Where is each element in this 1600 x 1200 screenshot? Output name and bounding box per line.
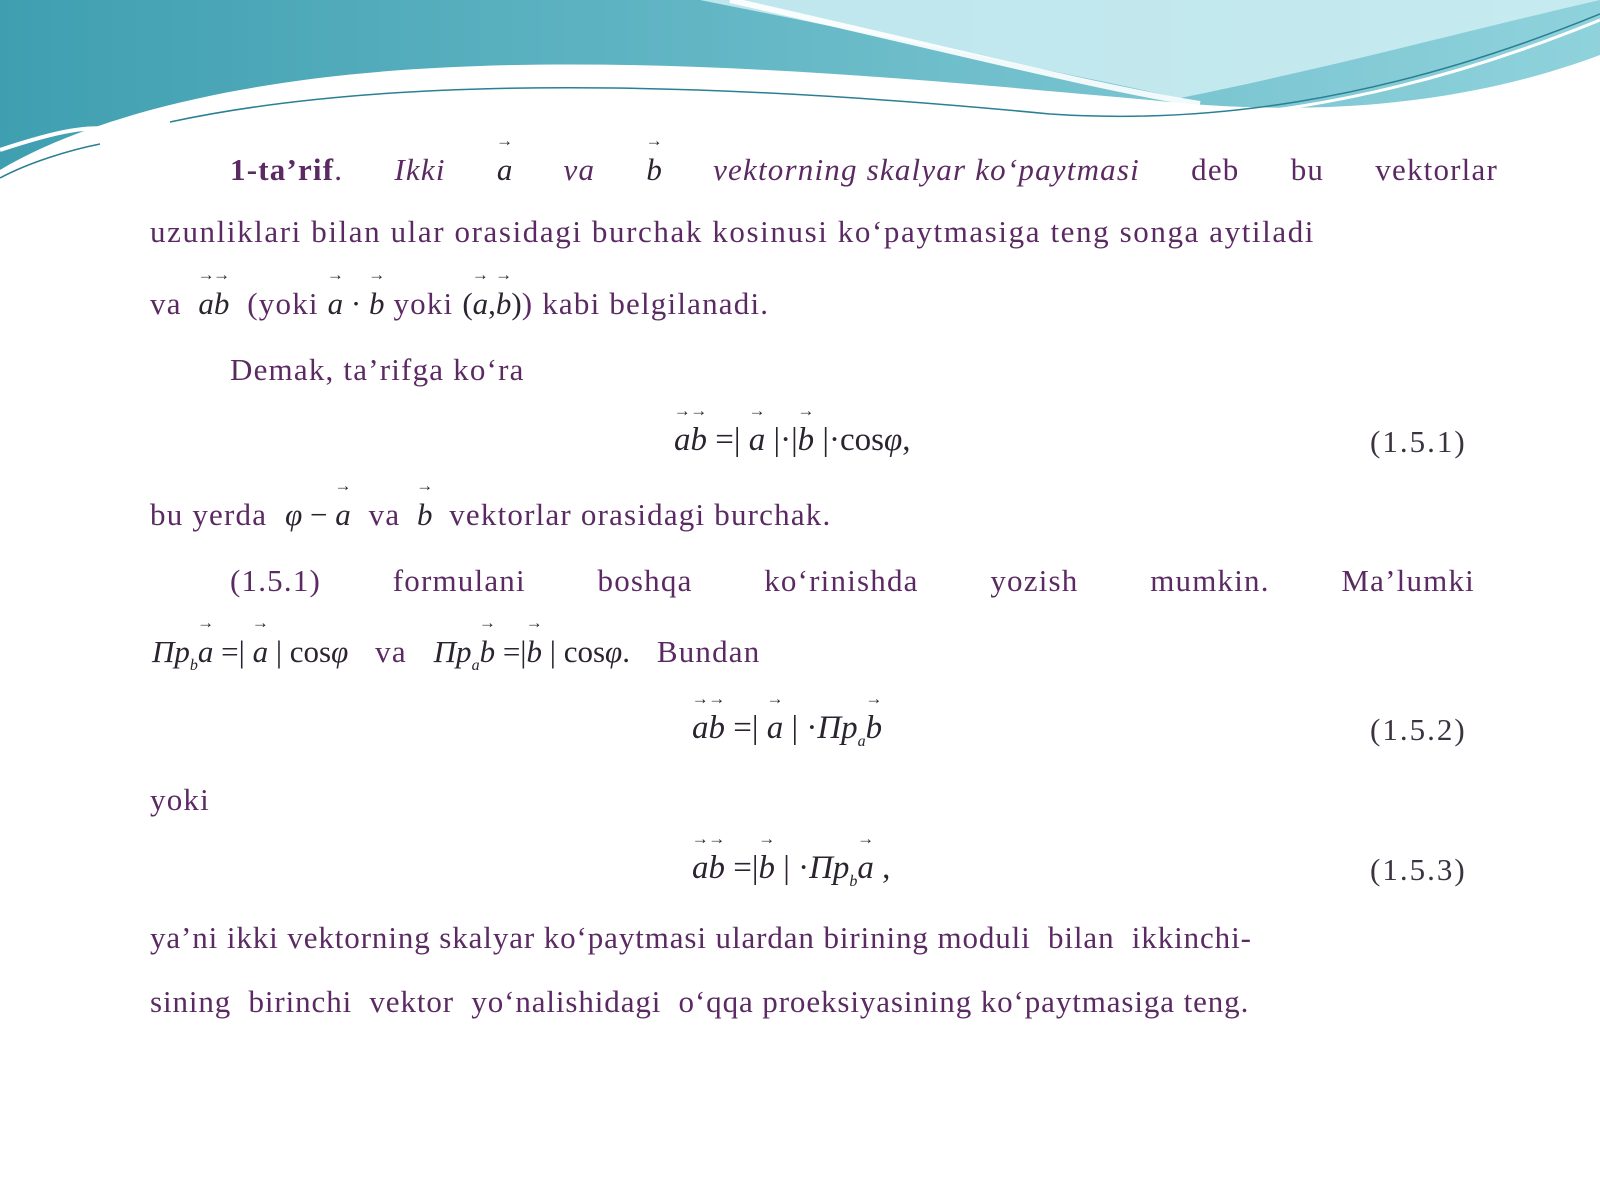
definition-line-1: 1-ta’rif. Ikki → a va → b vektorning skalyar ko‘paytmasi deb bu vektorlar xyxy=(230,150,1498,190)
phi-minus-a: φ − → a xyxy=(285,497,351,532)
equation-number-1-5-2: (1.5.2) xyxy=(1370,712,1467,747)
line3-yoki: yoki xyxy=(393,286,454,321)
formulani-line xyxy=(230,561,1475,601)
definition-intro: Ikki xyxy=(394,152,446,187)
definition-line-2: uzunliklari bilan ular orasidagi burchak kosinusi ko‘paytmasiga teng songa aytiladi xyxy=(150,214,1316,249)
equation-number-1-5-1: (1.5.1) xyxy=(1370,424,1467,459)
equation-number-1-5-3: (1.5.3) xyxy=(1370,852,1467,887)
definition-phrase: vektorning skalyar ko‘paytmasi xyxy=(713,152,1140,187)
vector-b: → b xyxy=(646,150,662,190)
vector-b-2: → b xyxy=(409,497,440,532)
line3-end: ) kabi belgilanadi. xyxy=(521,286,770,321)
demak-line: Demak, ta’rifga ko‘ra xyxy=(230,352,525,387)
formulani-word: Ma’lumki xyxy=(1341,563,1475,598)
formulani-word: mumkin. xyxy=(1150,563,1270,598)
formulani-word: (1.5.1) xyxy=(230,563,322,598)
bu-yerda-line xyxy=(150,495,1498,535)
formulani-word: yozish xyxy=(990,563,1079,598)
projection-formula-2: $\Pi p_a\to b$ =|→ b | cosφ. xyxy=(434,634,630,669)
yoki-line: yoki xyxy=(150,782,210,817)
projection-bundan: Bundan xyxy=(656,634,761,669)
projection-line xyxy=(152,632,1500,686)
equation-1-5-2: → a→ b =| → a | $\cdot\Pi p_a\to b$ xyxy=(692,708,882,762)
notation-a-dot-b: → a · → b xyxy=(328,286,385,321)
definition-line-3 xyxy=(150,284,1498,324)
vector-a: → a xyxy=(497,150,513,190)
bu-yerda-va: va xyxy=(368,497,401,532)
equation-1-5-3: → a→ b =|→ b | $\cdot\Pi p_b\to a$ , xyxy=(692,848,890,902)
line3-yoki-open: (yoki xyxy=(247,286,319,321)
formulani-word: formulani xyxy=(392,563,526,598)
notation-ab: → a→ b xyxy=(191,286,230,321)
notation-paren-ab: (→ a,→ b) xyxy=(462,286,521,321)
definition-va: va xyxy=(563,152,596,187)
projection-formula-1: $\Pi p_b\to a$ =| → a | cosφ xyxy=(152,634,348,669)
formulani-word: boshqa xyxy=(597,563,693,598)
line3-va: va xyxy=(150,286,182,321)
conclusion-line-1: ya’ni ikki vektorning skalyar ko‘paytmasi ulardan birining moduli bilan ikkinchi- xyxy=(150,920,1252,955)
definition-word-deb: deb xyxy=(1191,152,1240,187)
definition-word-vektorlar: vektorlar xyxy=(1375,152,1498,187)
bu-yerda-start: bu yerda xyxy=(150,497,268,532)
projection-va: va xyxy=(375,634,407,669)
equation-1-5-1: → a→ b =| → a |·|→ b |·cosφ, xyxy=(674,420,911,460)
bu-yerda-end: vektorlar orasidagi burchak. xyxy=(449,497,832,532)
definition-word-bu: bu xyxy=(1290,152,1325,187)
formulani-word: ko‘rinishda xyxy=(764,563,919,598)
conclusion-line-2: sining birinchi vektor yo‘nalishidagi o‘qqa proeksiyasining ko‘paytmasiga teng. xyxy=(150,984,1250,1019)
definition-term: 1-ta’rif xyxy=(230,152,335,187)
